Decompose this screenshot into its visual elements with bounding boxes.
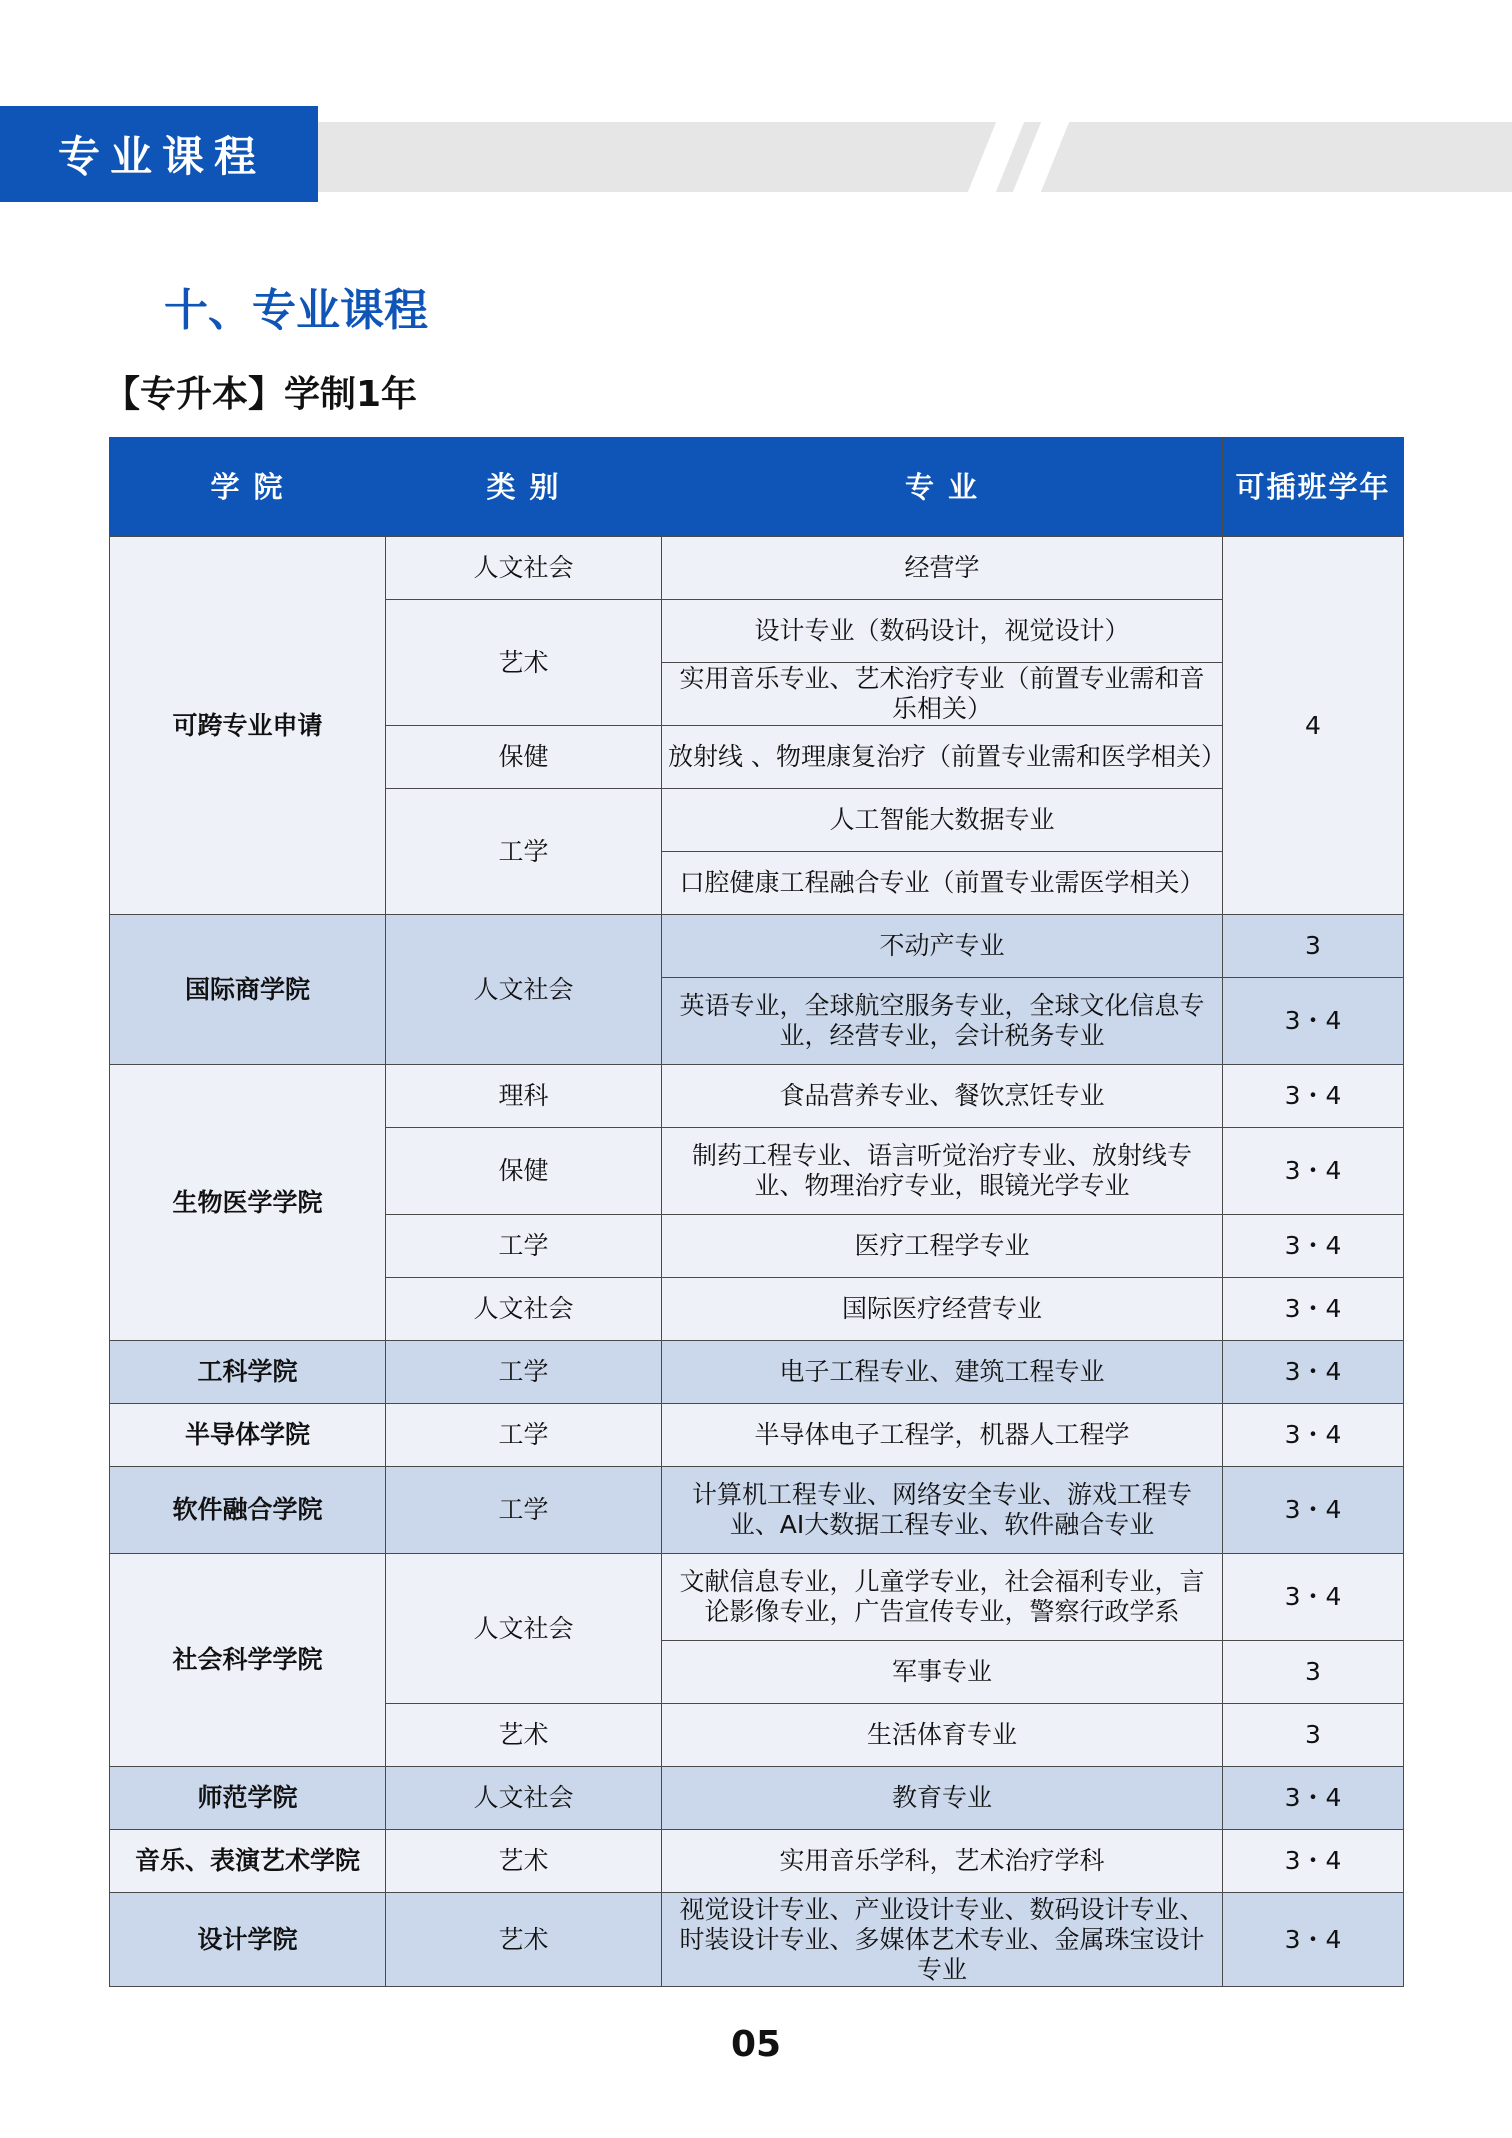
major-cell: 文献信息专业，儿童学专业，社会福利专业，言论影像专业，广告宣传专业，警察行政学系	[662, 1554, 1223, 1641]
year-cell: 3・4	[1223, 1341, 1404, 1404]
category-cell: 人文社会	[386, 1767, 662, 1830]
school-cell: 半导体学院	[110, 1404, 386, 1467]
table-row	[110, 1467, 1404, 1554]
school-cell: 设计学院	[110, 1893, 386, 1987]
category-cell: 人文社会	[386, 915, 662, 1065]
school-cell: 音乐、表演艺术学院	[110, 1830, 386, 1893]
major-cell: 不动产专业	[662, 915, 1223, 978]
major-cell: 实用音乐学科，艺术治疗学科	[662, 1830, 1223, 1893]
year-cell: 3	[1223, 1704, 1404, 1767]
major-cell: 制药工程专业、语言听觉治疗专业、放射线专业、物理治疗专业，眼镜光学专业	[662, 1128, 1223, 1215]
school-cell: 生物医学学院	[110, 1065, 386, 1341]
year-cell: 3・4	[1223, 1278, 1404, 1341]
category-cell: 艺术	[386, 1830, 662, 1893]
category-cell: 人文社会	[386, 1278, 662, 1341]
major-cell: 电子工程专业、建筑工程专业	[662, 1341, 1223, 1404]
year-cell: 3・4	[1223, 1065, 1404, 1128]
table-row	[110, 915, 1404, 978]
category-cell: 人文社会	[386, 1554, 662, 1704]
category-cell: 保健	[386, 726, 662, 789]
school-cell: 可跨专业申请	[110, 537, 386, 915]
category-cell: 人文社会	[386, 537, 662, 600]
major-cell: 放射线 、物理康复治疗（前置专业需和医学相关）	[662, 726, 1223, 789]
category-cell: 艺术	[386, 1893, 662, 1987]
school-cell: 社会科学学院	[110, 1554, 386, 1767]
year-cell: 3・4	[1223, 1467, 1404, 1554]
major-cell: 国际医疗经营专业	[662, 1278, 1223, 1341]
table-row	[110, 537, 1404, 600]
school-cell: 工科学院	[110, 1341, 386, 1404]
year-cell: 3・4	[1223, 978, 1404, 1065]
section-title: 十、专业课程	[164, 285, 428, 336]
year-cell: 3・4	[1223, 1215, 1404, 1278]
table-row	[110, 1767, 1404, 1830]
header-major: 专 业	[662, 438, 1223, 537]
school-cell: 软件融合学院	[110, 1467, 386, 1554]
major-cell: 军事专业	[662, 1641, 1223, 1704]
major-cell: 医疗工程学专业	[662, 1215, 1223, 1278]
header-banner-bar	[300, 122, 1512, 192]
sub-title: 【专升本】学制1年	[104, 374, 418, 415]
major-cell: 经营学	[662, 537, 1223, 600]
header-category: 类 别	[386, 438, 662, 537]
major-cell: 设计专业（数码设计，视觉设计）	[662, 600, 1223, 663]
major-cell: 教育专业	[662, 1767, 1223, 1830]
year-cell: 3・4	[1223, 1767, 1404, 1830]
table-row	[110, 1554, 1404, 1641]
header-year: 可插班学年	[1223, 438, 1404, 537]
year-cell: 3	[1223, 915, 1404, 978]
major-cell: 人工智能大数据专业	[662, 789, 1223, 852]
year-cell: 3・4	[1223, 1893, 1404, 1987]
table-row	[110, 1830, 1404, 1893]
major-cell: 半导体电子工程学，机器人工程学	[662, 1404, 1223, 1467]
category-cell: 工学	[386, 1404, 662, 1467]
page-number: 05	[730, 2024, 782, 2065]
school-cell: 国际商学院	[110, 915, 386, 1065]
major-cell: 食品营养专业、餐饮烹饪专业	[662, 1065, 1223, 1128]
header-banner-label: 专业课程	[0, 106, 318, 202]
category-cell: 工学	[386, 1215, 662, 1278]
category-cell: 保健	[386, 1128, 662, 1215]
major-cell: 计算机工程专业、网络安全专业、游戏工程专业、AI大数据工程专业、软件融合专业	[662, 1467, 1223, 1554]
table-header-row	[110, 438, 1404, 537]
category-cell: 理科	[386, 1065, 662, 1128]
major-cell: 实用音乐专业、艺术治疗专业（前置专业需和音乐相关）	[662, 663, 1223, 726]
year-cell: 3・4	[1223, 1128, 1404, 1215]
table-row	[110, 1893, 1404, 1987]
header-school: 学 院	[110, 438, 386, 537]
major-cell: 生活体育专业	[662, 1704, 1223, 1767]
major-cell: 英语专业，全球航空服务专业，全球文化信息专业，经营专业，会计税务专业	[662, 978, 1223, 1065]
table-row	[110, 1341, 1404, 1404]
course-table	[109, 437, 1404, 1987]
category-cell: 工学	[386, 789, 662, 915]
major-cell: 口腔健康工程融合专业（前置专业需医学相关）	[662, 852, 1223, 915]
table-row	[110, 1404, 1404, 1467]
year-cell: 3・4	[1223, 1404, 1404, 1467]
year-cell: 3	[1223, 1641, 1404, 1704]
category-cell: 工学	[386, 1341, 662, 1404]
table-row	[110, 1065, 1404, 1128]
category-cell: 艺术	[386, 600, 662, 726]
year-cell: 4	[1223, 537, 1404, 915]
category-cell: 工学	[386, 1467, 662, 1554]
school-cell: 师范学院	[110, 1767, 386, 1830]
category-cell: 艺术	[386, 1704, 662, 1767]
year-cell: 3・4	[1223, 1830, 1404, 1893]
major-cell: 视觉设计专业、产业设计专业、数码设计专业、时装设计专业、多媒体艺术专业、金属珠宝设计专业	[662, 1893, 1223, 1987]
year-cell: 3・4	[1223, 1554, 1404, 1641]
